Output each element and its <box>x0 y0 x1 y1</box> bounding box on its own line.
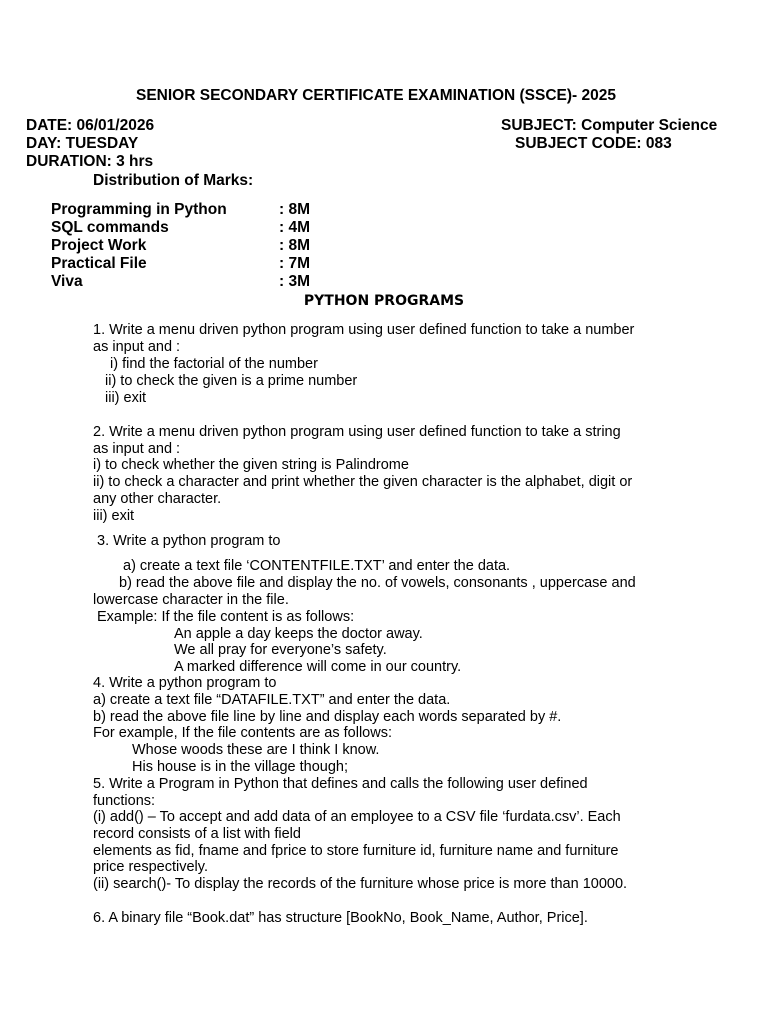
question-line: 4. Write a python program to <box>93 675 277 691</box>
marks-value: : 8M <box>279 237 310 254</box>
question-line: iii) exit <box>93 508 135 524</box>
question-line: 6. A binary file “Book.dat” has structure [BookNo, Book_Name, Author, Price]. <box>93 910 588 926</box>
question-line: b) read the above file and display the no. of vowels, consonants , uppercase and <box>119 575 636 591</box>
question-line: Whose woods these are I think I know. <box>132 742 380 758</box>
marks-item: Project Work <box>51 237 147 254</box>
question-line: An apple a day keeps the doctor away. <box>174 626 423 642</box>
exam-subject: SUBJECT: Computer Science <box>501 117 718 134</box>
marks-value: : 4M <box>279 219 310 236</box>
question-line: (ii) search()- To display the records of the furniture whose price is more than 10000. <box>93 876 628 892</box>
question-line: a) create a text file “DATAFILE.TXT” and enter the data. <box>93 692 451 708</box>
marks-value: : 3M <box>279 273 310 290</box>
question-line: For example, If the file contents are as follows: <box>93 725 392 741</box>
marks-value: : 8M <box>279 201 310 218</box>
marks-item: Viva <box>51 273 83 290</box>
question-line: lowercase character in the file. <box>93 592 289 608</box>
question-line: 3. Write a python program to <box>97 533 281 549</box>
exam-day: DAY: TUESDAY <box>26 135 139 152</box>
exam-title: SENIOR SECONDARY CERTIFICATE EXAMINATION (SSCE)- 2025 <box>136 87 616 104</box>
question-line: (i) add() – To accept and add data of an employee to a CSV file ‘furdata.csv’. Each <box>93 809 621 825</box>
question-line: price respectively. <box>93 859 208 875</box>
question-line: We all pray for everyone’s safety. <box>174 642 387 658</box>
marks-value: : 7M <box>279 255 310 272</box>
question-line: a) create a text file ‘CONTENTFILE.TXT’ and enter the data. <box>123 558 511 574</box>
question-line: A marked difference will come in our country. <box>174 659 462 675</box>
question-line: ii) to check a character and print whether the given character is the alphabet, digit or <box>93 474 633 490</box>
section-heading: PYTHON PROGRAMS <box>303 293 465 309</box>
question-line: as input and : <box>93 339 181 355</box>
question-line: functions: <box>93 793 156 809</box>
exam-date: DATE: 06/01/2026 <box>26 117 155 134</box>
question-line: 2. Write a menu driven python program using user defined function to take a string <box>93 424 621 440</box>
marks-item: Practical File <box>51 255 147 272</box>
question-line: ii) to check the given is a prime number <box>105 373 358 389</box>
question-line: as input and : <box>93 441 181 457</box>
question-line: His house is in the village though; <box>132 759 349 775</box>
question-line: elements as fid, fname and fprice to store furniture id, furniture name and furniture <box>93 843 619 859</box>
question-line: Example: If the file content is as follows: <box>97 609 355 625</box>
question-line: iii) exit <box>105 390 147 406</box>
distribution-heading: Distribution of Marks: <box>93 172 254 189</box>
question-line: i) to check whether the given string is Palindrome <box>93 457 409 473</box>
question-line: any other character. <box>93 491 222 507</box>
question-line: record consists of a list with field <box>93 826 301 842</box>
marks-item: SQL commands <box>51 219 169 236</box>
question-line: i) find the factorial of the number <box>110 356 318 372</box>
question-line: 5. Write a Program in Python that defines and calls the following user defined <box>93 776 588 792</box>
question-line: b) read the above file line by line and display each words separated by #. <box>93 709 562 725</box>
exam-duration: DURATION: 3 hrs <box>26 153 154 170</box>
question-line: 1. Write a menu driven python program using user defined function to take a number <box>93 322 635 338</box>
marks-item: Programming in Python <box>51 201 227 218</box>
exam-subject-code: SUBJECT CODE: 083 <box>515 135 672 152</box>
